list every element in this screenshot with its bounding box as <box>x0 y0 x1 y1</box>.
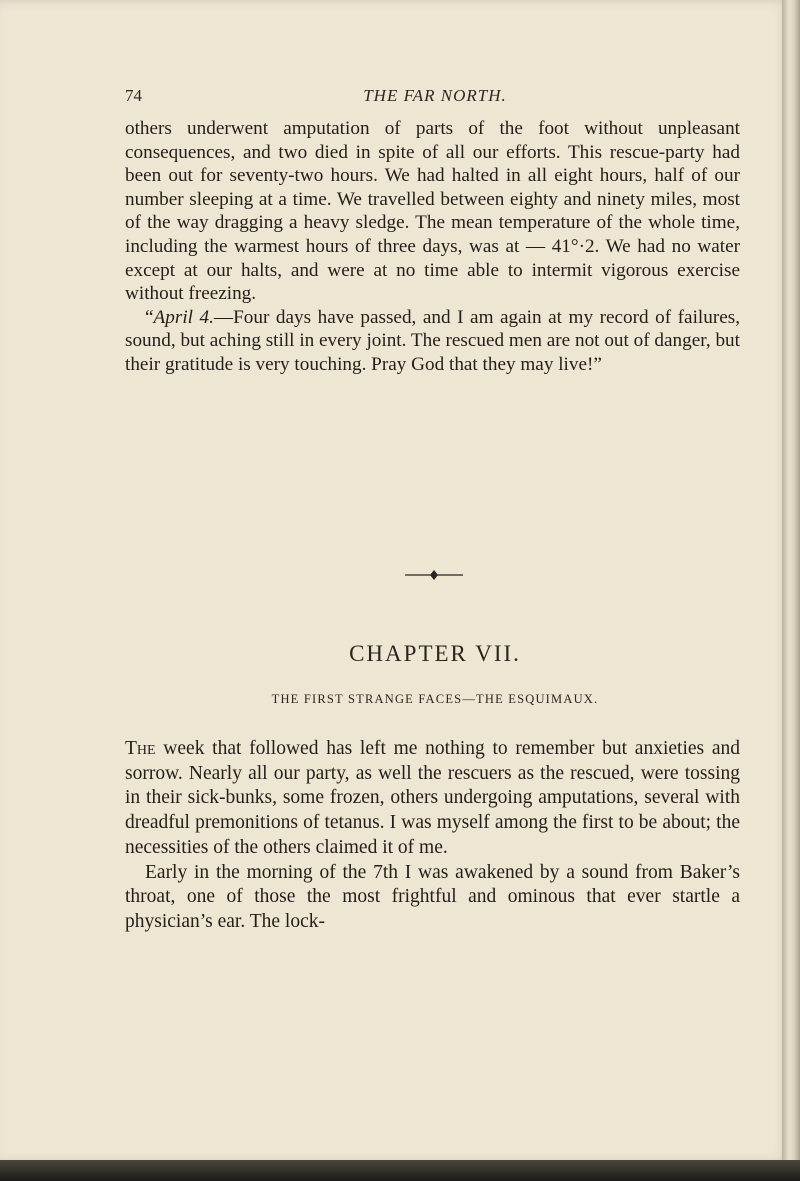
chapter-second-paragraph: Early in the morning of the 7th I was awakened by a sound from Baker’s throat, one of those the most frightful and ominous that ever startle a physician’s ear. The lock- <box>125 861 740 932</box>
chapter-first-paragraph-text: week that followed has left me nothing to remember but anxieties and sorrow. Nearly all our party, as well the rescuers as the rescued, were tossing in their sick-bunks, some frozen, others undergoing amputations, several with dreadful premonitions of tetanus. I was myself among the first to be about; the necessities of the others claimed it of me. <box>125 738 740 858</box>
running-head: THE FAR NORTH. <box>363 86 507 105</box>
chapter-title: CHAPTER VII. <box>349 641 521 666</box>
april-entry-paragraph <box>125 306 740 377</box>
text-block-top <box>125 117 740 377</box>
chapter-first-paragraph <box>125 737 740 861</box>
scan-bottom-edge <box>0 1160 800 1181</box>
page-edge <box>782 0 800 1181</box>
april-entry-date: April 4. <box>153 306 214 328</box>
lead-word: The <box>125 738 156 759</box>
paragraph: others underwent amputation of parts of the foot without unpleasant consequences, and two died in spite of all our efforts. This rescue-party had been out for seventy-two hours. We had halted in all eight hours, half of our number sleeping at a time. We travelled between eighty and ninety miles, most of the way dragging a heavy sledge. The mean temperature of the whole time, including the warmest hours of three days, was at — 41°·2. We had no water except at our halts, and were at no time able to intermit vigorous exercise without freezing. <box>125 118 740 305</box>
open-quote: “ <box>145 306 154 328</box>
ornament-divider <box>405 569 463 581</box>
page-header <box>125 86 745 110</box>
page-number: 74 <box>125 86 142 105</box>
chapter-subtitle: THE FIRST STRANGE FACES—THE ESQUIMAUX. <box>271 692 599 706</box>
april-entry-text: —Four days have passed, and I am again at my record of failures, sound, but aching still in every joint. The rescued men are not out of danger, but their gratitude is very touching. Pray God that they may live!” <box>125 306 740 375</box>
text-block-chapter <box>125 737 740 935</box>
